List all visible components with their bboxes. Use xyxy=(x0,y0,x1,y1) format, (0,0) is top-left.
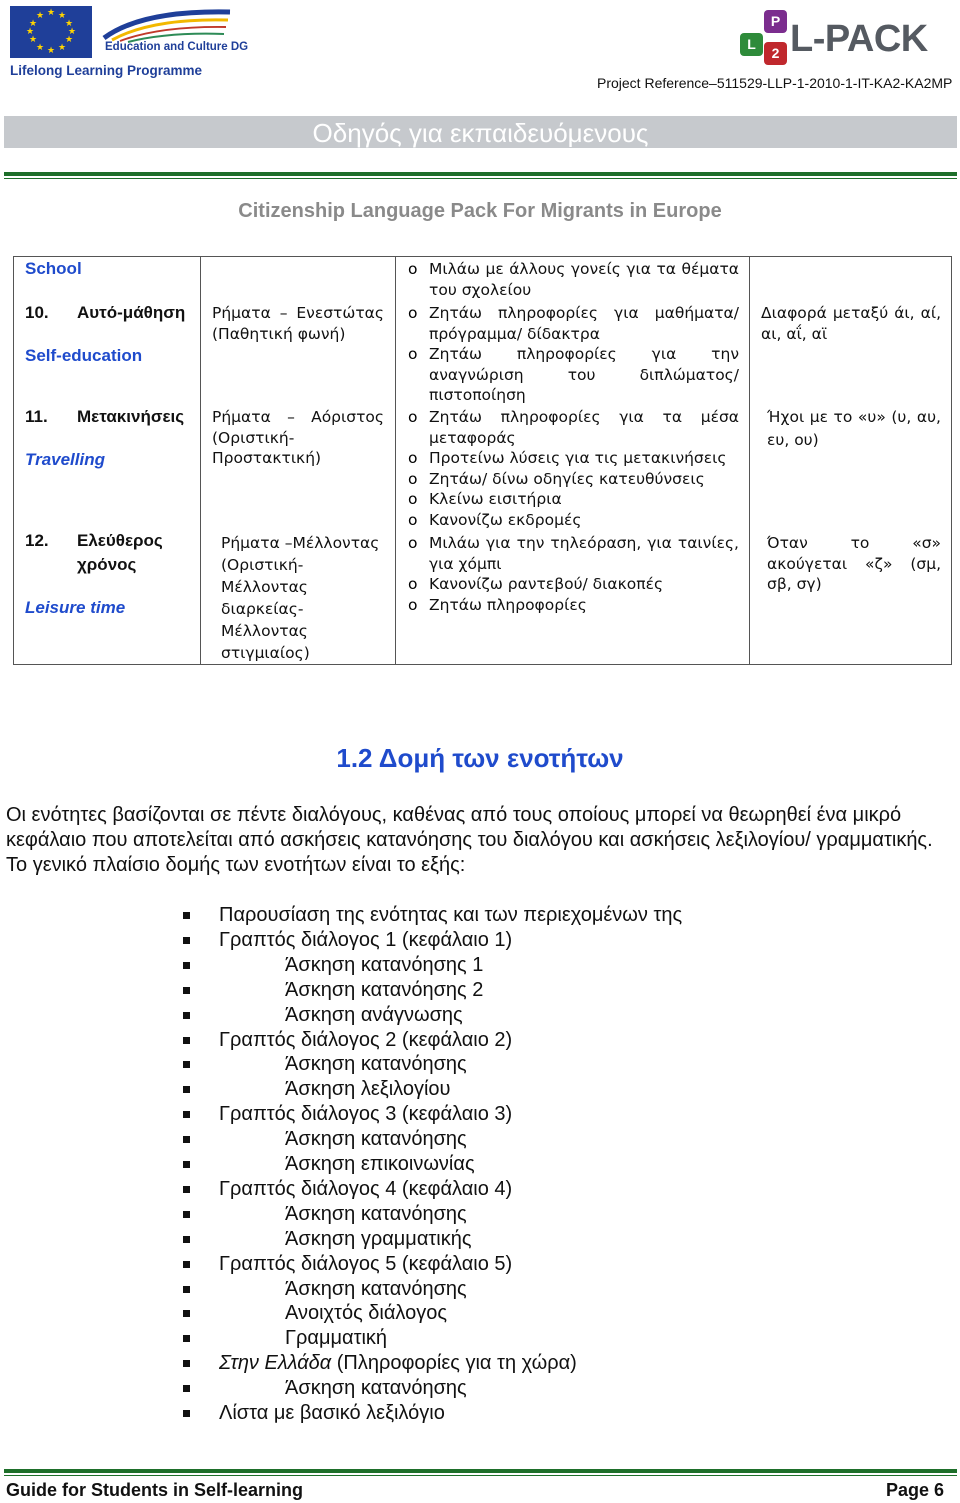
square-bullet-icon xyxy=(183,1236,190,1243)
unit10-grammar: (Παθητική φωνή) xyxy=(212,324,346,343)
square-bullet-icon xyxy=(183,1161,190,1168)
unit12-english: Leisure time xyxy=(25,598,126,617)
structure-item-text: Γραμματική xyxy=(285,1327,388,1350)
header-rule xyxy=(4,172,957,176)
unit11-title: Μετακινήσεις xyxy=(77,407,185,426)
structure-item xyxy=(219,1401,445,1426)
unit10-pronunciation: Διαφορά μεταξύ άι, αί, xyxy=(761,304,941,322)
bullet-o: o xyxy=(408,490,418,508)
structure-item-text: Παρουσίαση της ενότητας και των περιεχομένων της xyxy=(219,904,683,926)
function-item: Κλείνω εισιτήρια xyxy=(429,490,562,508)
function-item: Ζητάω πληροφορίες για τα μέσα xyxy=(429,408,739,426)
footer-rule-thin xyxy=(4,1475,957,1476)
structure-item xyxy=(219,1102,512,1127)
section-heading: 1.2 Δομή των ενοτήτων xyxy=(336,743,624,773)
structure-item-text: Ανοιχτός διάλογος xyxy=(285,1302,447,1325)
logo-cube-2: 2 xyxy=(764,42,787,65)
lpack-logo xyxy=(740,8,945,70)
structure-item xyxy=(285,1052,467,1077)
header-rule-thin xyxy=(4,178,957,179)
function-item: Μιλάω με άλλους γονείς για τα θέματα xyxy=(429,260,739,278)
table-border-top xyxy=(13,256,951,257)
structure-item-text: Στην Ελλάδα xyxy=(219,1352,332,1375)
llp-label: Lifelong Learning Programme xyxy=(10,63,203,78)
structure-item-text: Άσκηση κατανόησης xyxy=(285,1277,467,1300)
structure-item xyxy=(285,978,483,1003)
structure-item xyxy=(219,903,682,928)
table-col-sep-2 xyxy=(395,256,396,665)
unit12-pronunciation: Όταν το «σ» xyxy=(767,534,941,552)
logo-cube-p: P xyxy=(764,10,787,33)
unit12-pronunciation: ακούγεται «ζ» (σμ, xyxy=(767,554,941,573)
structure-item xyxy=(219,1351,577,1376)
function-item: Ζητάω πληροφορίες για την xyxy=(429,345,739,363)
unit12-grammar: διαρκείας- xyxy=(221,600,304,618)
square-bullet-icon xyxy=(183,1211,190,1218)
education-swoosh-icon xyxy=(102,4,232,44)
structure-item-text: Άσκηση κατανόησης xyxy=(285,1377,467,1400)
structure-item-text: Γραπτός διάλογος 5 (κεφάλαιο 5) xyxy=(219,1252,513,1275)
structure-item-text: Άσκηση κατανόησης xyxy=(285,1202,467,1225)
structure-item-text: Άσκηση κατανόησης xyxy=(285,1053,467,1076)
function-item: Κανονίζω ραντεβού/ διακοπές xyxy=(429,575,664,593)
unit11-grammar: Προστακτική) xyxy=(212,449,322,467)
unit11-number: 11. xyxy=(25,407,48,426)
unit10-pronunciation: αι, αΐ, αϊ xyxy=(761,324,828,343)
unit11-pronunciation: ευ, ου) xyxy=(767,431,819,449)
page-title: Οδηγός για εκπαιδευόμενους xyxy=(312,118,649,148)
square-bullet-icon xyxy=(183,962,190,969)
structure-item-suffix: (Πληροφορίες για τη χώρα) xyxy=(331,1352,577,1375)
square-bullet-icon xyxy=(183,1086,190,1093)
footer-rule xyxy=(4,1469,957,1473)
square-bullet-icon xyxy=(183,1335,190,1342)
bullet-o: o xyxy=(408,534,418,552)
function-item: Ζητάω πληροφορίες xyxy=(429,595,587,614)
structure-item-text: Άσκηση επικοινωνίας xyxy=(285,1153,475,1175)
footer-title: Guide for Students in Self-learning xyxy=(6,1480,304,1500)
square-bullet-icon xyxy=(183,1286,190,1293)
unit11-grammar: Ρήματα – Αόριστος xyxy=(212,408,384,426)
function-item-cont: του σχολείου xyxy=(429,280,532,299)
logo-cube-l: L xyxy=(740,33,763,56)
square-bullet-icon xyxy=(183,1186,190,1193)
square-bullet-icon xyxy=(183,937,190,944)
unit11-english: Travelling xyxy=(25,450,105,469)
structure-item xyxy=(285,1376,467,1401)
structure-item xyxy=(285,1077,450,1102)
function-item: Ζητάω/ δίνω οδηγίες κατευθύνσεις xyxy=(429,469,705,488)
table-border-left xyxy=(13,256,14,665)
unit11-grammar: (Οριστική- xyxy=(212,428,295,447)
structure-item xyxy=(219,1028,512,1053)
square-bullet-icon xyxy=(183,1410,190,1417)
bullet-o: o xyxy=(408,345,418,363)
unit12-pronunciation: σβ, σγ) xyxy=(767,575,822,593)
structure-item-text: Άσκηση λεξιλογίου xyxy=(285,1078,451,1101)
square-bullet-icon xyxy=(183,912,190,919)
function-item-cont: πρόγραμμα/ δίδακτρα xyxy=(429,324,600,343)
structure-item xyxy=(285,1326,387,1351)
structure-item xyxy=(285,1003,463,1028)
square-bullet-icon xyxy=(183,1061,190,1068)
table-border-right xyxy=(951,256,952,665)
table-col-sep-1 xyxy=(200,256,201,665)
bullet-o: o xyxy=(408,575,418,593)
square-bullet-icon xyxy=(183,1310,190,1317)
structure-item xyxy=(285,953,483,978)
unit10-grammar: Ρήματα – Ενεστώτας xyxy=(212,304,384,322)
unit12-grammar: (Οριστική- xyxy=(221,556,304,574)
structure-item xyxy=(285,1202,467,1227)
function-item-cont: αναγνώριση του διπλώματος/ xyxy=(429,365,739,384)
structure-item-text: Άσκηση κατανόησης 1 xyxy=(285,953,484,976)
function-item: Προτείνω λύσεις για τις μετακινήσεις xyxy=(429,449,727,467)
square-bullet-icon xyxy=(183,987,190,994)
bullet-o: o xyxy=(408,469,418,488)
school-label: School xyxy=(25,259,82,278)
unit12-grammar: στιγμιαίος) xyxy=(221,644,310,662)
square-bullet-icon xyxy=(183,1111,190,1118)
unit12-grammar: Μέλλοντας xyxy=(221,622,308,640)
bullet-o: o xyxy=(408,408,418,426)
unit12-grammar: Ρήματα –Μέλλοντας xyxy=(221,534,380,552)
structure-item-text: Άσκηση γραμματικής xyxy=(285,1227,472,1250)
function-item: Κανονίζω εκδρομές xyxy=(429,510,582,529)
edu-culture-label: Education and Culture DG xyxy=(105,41,249,53)
function-item-cont: μεταφοράς xyxy=(429,428,516,447)
structure-item xyxy=(219,1252,512,1277)
bullet-o: o xyxy=(408,260,418,278)
function-item-cont: πιστοποίηση xyxy=(429,386,526,404)
structure-item-text: Άσκηση κατανόησης xyxy=(285,1128,467,1151)
table-col-sep-3 xyxy=(749,256,750,665)
unit10-number: 10. xyxy=(25,303,49,322)
structure-item-text: Γραπτός διάλογος 4 (κεφάλαιο 4) xyxy=(219,1177,513,1200)
square-bullet-icon xyxy=(183,1360,190,1367)
square-bullet-icon xyxy=(183,1385,190,1392)
bullet-o: o xyxy=(408,449,418,467)
function-item-cont: για χόμπι xyxy=(429,554,502,573)
lpack-wordmark: L-PACK xyxy=(790,18,928,60)
structure-item xyxy=(285,1127,467,1152)
unit12-title: Ελεύθερος xyxy=(77,531,163,550)
square-bullet-icon xyxy=(183,1261,190,1268)
unit11-pronunciation: Ήχοι με το «υ» (υ, αυ, xyxy=(767,408,941,426)
structure-item-text: Άσκηση ανάγνωσης xyxy=(285,1003,463,1026)
structure-item-text: Γραπτός διάλογος 2 (κεφάλαιο 2) xyxy=(219,1028,513,1051)
structure-item xyxy=(219,1177,512,1202)
structure-item-text: Γραπτός διάλογος 1 (κεφάλαιο 1) xyxy=(219,928,513,951)
bullet-o: o xyxy=(408,510,418,529)
unit12-title-line2: χρόνος xyxy=(77,555,137,574)
structure-item-text: Γραπτός διάλογος 3 (κεφάλαιο 3) xyxy=(219,1103,513,1126)
square-bullet-icon xyxy=(183,1136,190,1143)
bullet-o: o xyxy=(408,304,418,322)
table-border-bottom xyxy=(13,664,951,665)
page-number: Page 6 xyxy=(885,1480,944,1500)
subtitle: Citizenship Language Pack For Migrants in Europe xyxy=(238,200,722,222)
unit10-title: Αυτό-μάθηση xyxy=(77,303,186,322)
square-bullet-icon xyxy=(183,1012,190,1019)
section-paragraph: Οι ενότητες βασίζονται σε πέντε διαλόγους, καθένας από τους οποίους μπορεί να θεωρηθεί ένα μικρό κεφάλαιο που αποτελείται από ασκήσεις κατανόησης του διαλόγου και ασκήσεις λεξιλογίου/ γραμματικής. Το γενικό πλαίσιο δομής των ενοτήτων είναι το εξής: xyxy=(6,804,933,876)
unit12-grammar: Μέλλοντας xyxy=(221,578,308,596)
structure-item-text: Λίστα με βασικό λεξιλόγιο xyxy=(219,1402,445,1424)
structure-item xyxy=(285,1152,475,1177)
structure-item xyxy=(219,928,512,953)
structure-item xyxy=(285,1277,467,1302)
unit10-english: Self-education xyxy=(25,346,143,365)
structure-item xyxy=(285,1227,472,1252)
function-item: Μιλάω για την τηλεόραση, για ταινίες, xyxy=(429,534,739,552)
bullet-o: o xyxy=(408,595,418,614)
function-item: Ζητάω πληροφορίες για μαθήματα/ xyxy=(429,304,739,322)
title-bar xyxy=(4,116,957,148)
unit12-number: 12. xyxy=(25,531,49,550)
square-bullet-icon xyxy=(183,1037,190,1044)
eu-programme-logo xyxy=(2,0,249,84)
structure-item xyxy=(285,1301,447,1326)
eu-flag-icon: ★ ★ ★ ★ ★ ★ ★ ★ ★ ★ ★ ★ xyxy=(10,6,92,58)
project-reference: Project Reference–511529-LLP-1-2010-1-IT-KA2-KA2MP xyxy=(597,75,953,91)
structure-item-text: Άσκηση κατανόησης 2 xyxy=(285,978,484,1001)
